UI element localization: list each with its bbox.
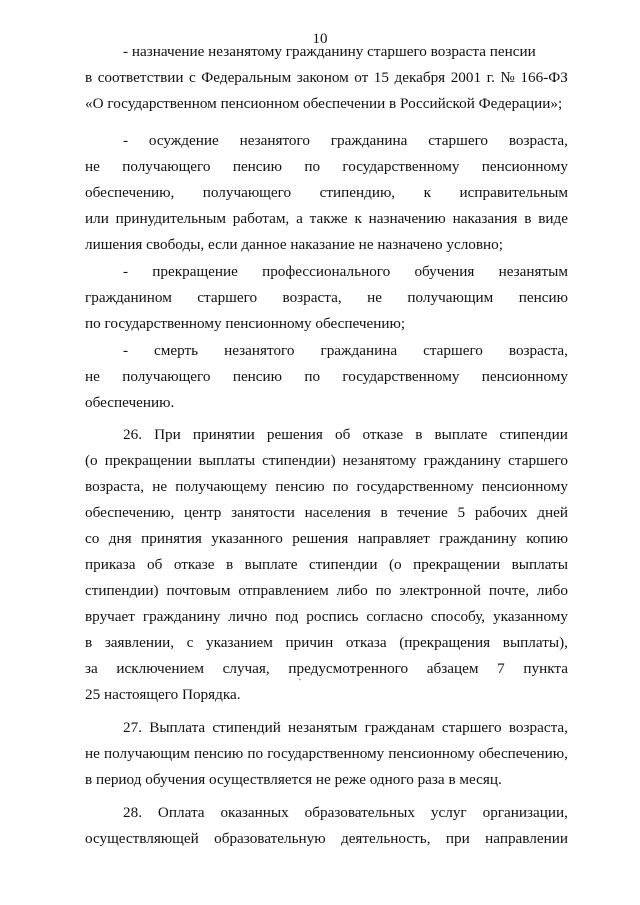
text-line: стипендии) почтовым отправлением либо по электронной почте, либо bbox=[85, 582, 568, 599]
text-line: - назначение незанятому гражданину старшего возраста пенсии bbox=[123, 43, 536, 60]
text-line: возраста, не получающему пенсию по государственному пенсионному bbox=[85, 478, 568, 495]
text-line: «О государственном пенсионном обеспечении в Российской Федерации»; bbox=[85, 95, 563, 112]
text-line: 28. Оплата оказанных образовательных услуг организации, bbox=[123, 804, 568, 821]
text-line: не получающего пенсию по государственному пенсионному bbox=[85, 368, 568, 385]
text-line: обеспечению. bbox=[85, 394, 175, 411]
text-line: 25 настоящего Порядка. bbox=[85, 686, 241, 703]
scan-mark: ` bbox=[298, 676, 302, 690]
text-line: со дня принятия указанного решения направляет гражданину копию bbox=[85, 530, 568, 547]
text-line: приказа об отказе в выплате стипендии (о прекращении выплаты bbox=[85, 556, 568, 573]
text-line: вручает гражданину лично под роспись согласно способу, указанному bbox=[85, 608, 568, 625]
text-line: 26. При принятии решения об отказе в выплате стипендии bbox=[123, 426, 568, 443]
text-line: осуществляющей образовательную деятельность, при направлении bbox=[85, 830, 568, 847]
text-line: в соответствии с Федеральным законом от 15 декабря 2001 г. № 166-ФЗ bbox=[85, 69, 568, 86]
text-line: обеспечению, получающего стипендию, к исправительным bbox=[85, 184, 568, 201]
text-line: по государственному пенсионному обеспечению; bbox=[85, 315, 406, 332]
page-number: 10 bbox=[312, 31, 328, 47]
text-line: в заявлении, с указанием причин отказа (прекращения выплаты), bbox=[85, 634, 568, 651]
text-line: не получающим пенсию по государственному пенсионному обеспечению, bbox=[85, 745, 568, 762]
text-line: лишения свободы, если данное наказание не назначено условно; bbox=[85, 236, 503, 253]
text-line: за исключением случая, предусмотренного абзацем 7 пункта bbox=[85, 660, 568, 677]
text-line: - смерть незанятого гражданина старшего возраста, bbox=[123, 342, 568, 359]
text-line: гражданином старшего возраста, не получающим пенсию bbox=[85, 289, 568, 306]
text-line: (о прекращении выплаты стипендии) незанятому гражданину старшего bbox=[85, 452, 568, 469]
text-line: - осуждение незанятого гражданина старшего возраста, bbox=[123, 132, 568, 149]
text-line: не получающего пенсию по государственному пенсионному bbox=[85, 158, 568, 175]
text-line: 27. Выплата стипендий незанятым гражданам старшего возраста, bbox=[123, 719, 568, 736]
text-line: в период обучения осуществляется не реже одного раза в месяц. bbox=[85, 771, 502, 788]
text-line: обеспечению, центр занятости населения в течение 5 рабочих дней bbox=[85, 504, 568, 521]
text-line: - прекращение профессионального обучения незанятым bbox=[123, 263, 568, 280]
text-line: или принудительным работам, а также к назначению наказания в виде bbox=[85, 210, 568, 227]
